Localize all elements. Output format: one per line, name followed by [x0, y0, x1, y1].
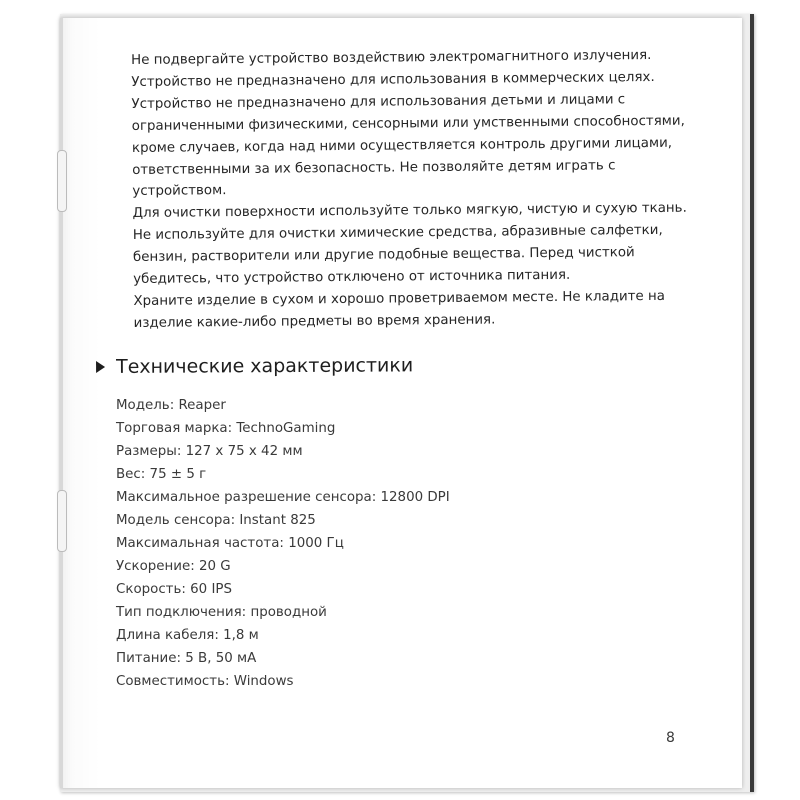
- page-number: 8: [666, 730, 675, 746]
- staple-bottom: [57, 490, 67, 552]
- spec-item: Совместимость: Windows: [116, 674, 294, 689]
- spec-item: Ускорение: 20 G: [116, 559, 231, 574]
- spec-item: Тип подключения: проводной: [116, 605, 327, 620]
- section-heading: [96, 354, 413, 378]
- safety-paragraph: Для очистки поверхности используйте только мягкую, чистую и сухую ткань. Не используйте для очистки химические средства, абразивные салфетки, бензин, растворители или другие подобные вещества. Перед чисткой убедитесь, что устройство отключено от источника питания.: [132, 201, 687, 288]
- spec-item: Максимальная частота: 1000 Гц: [116, 536, 344, 551]
- spec-item: Скорость: 60 IPS: [116, 582, 232, 597]
- safety-paragraph: Устройство не предназначено для использования детьми и лицами с ограниченными физическими, сенсорными или умственными способностями, кроме случаев, когда над ними осуществляется контроль другими лицами, ответственными за их безопасность. Не позволяйте детям играть с устройством.: [131, 92, 685, 200]
- spec-item: Модель: Reaper: [116, 398, 226, 413]
- section-title: Технические характеристики: [115, 354, 414, 378]
- safety-paragraph: Храните изделие в сухом и хорошо проветриваемом месте. Не кладите на изделие какие-либо предметы во время хранения.: [133, 288, 666, 331]
- staple-top: [57, 150, 67, 212]
- spec-item: Питание: 5 В, 50 мА: [116, 651, 257, 666]
- spec-item: Длина кабеля: 1,8 м: [116, 628, 259, 643]
- safety-instructions: [131, 45, 694, 335]
- triangle-bullet-icon: [96, 361, 105, 373]
- spec-list: [116, 394, 596, 693]
- page-spine: [60, 18, 63, 788]
- spec-item: Модель сенсора: Instant 825: [116, 513, 316, 528]
- spec-item: Торговая марка: TechnoGaming: [116, 421, 336, 436]
- spec-item: Размеры: 127 x 75 x 42 мм: [116, 444, 303, 459]
- safety-paragraph: Устройство не предназначено для использования в коммерческих целях.: [131, 69, 655, 90]
- spec-item: Максимальное разрешение сенсора: 12800 DPI: [116, 490, 450, 505]
- safety-paragraph: Не подвергайте устройство воздействию электромагнитного излучения.: [131, 48, 652, 68]
- spec-item: Вес: 75 ± 5 г: [116, 467, 207, 482]
